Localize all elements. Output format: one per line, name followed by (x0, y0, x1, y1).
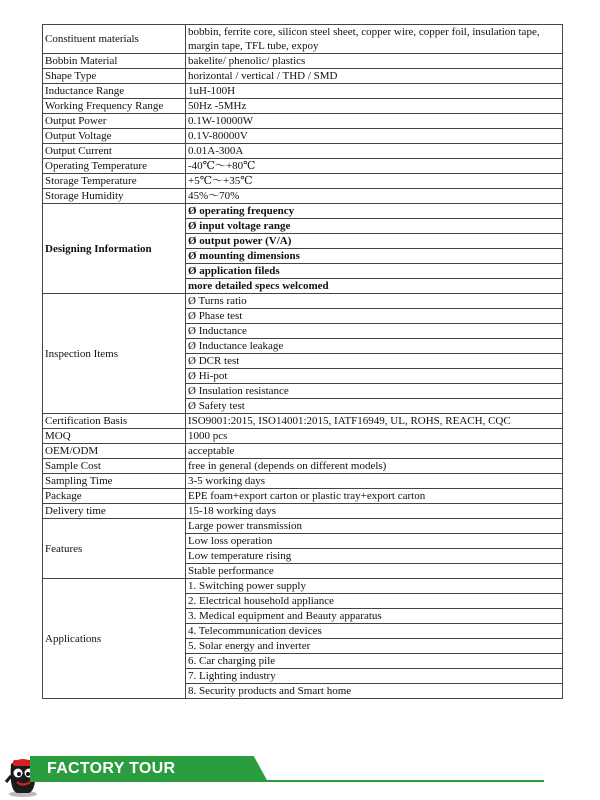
row-value: 1000 pcs (186, 429, 563, 444)
table-row (43, 25, 563, 54)
row-value: Low loss operation (186, 534, 563, 549)
table-row (43, 519, 563, 534)
table-row (43, 114, 563, 129)
row-label: Output Power (43, 114, 186, 129)
row-value: free in general (depends on different models) (186, 459, 563, 474)
row-label: OEM/ODM (43, 444, 186, 459)
row-value: 8. Security products and Smart home (186, 684, 563, 699)
row-label: Output Current (43, 144, 186, 159)
row-value: 3. Medical equipment and Beauty apparatus (186, 609, 563, 624)
table-row (43, 579, 563, 594)
row-value: Ø Insulation resistance (186, 384, 563, 399)
row-value: Ø Turns ratio (186, 294, 563, 309)
table-row (43, 144, 563, 159)
table-row (43, 99, 563, 114)
table-row (43, 414, 563, 429)
row-value: Ø Inductance leakage (186, 339, 563, 354)
row-label: Certification Basis (43, 414, 186, 429)
row-value: Ø Phase test (186, 309, 563, 324)
table-row (43, 174, 563, 189)
row-value: -40℃～+80℃ (186, 159, 563, 174)
row-value: 6. Car charging pile (186, 654, 563, 669)
row-value: 0.01A-300A (186, 144, 563, 159)
row-label: Constituent materials (43, 25, 186, 54)
row-value: Ø Safety test (186, 399, 563, 414)
row-label: Inductance Range (43, 84, 186, 99)
table-row (43, 444, 563, 459)
row-label: Storage Humidity (43, 189, 186, 204)
row-value: EPE foam+export carton or plastic tray+export carton (186, 489, 563, 504)
table-row (43, 159, 563, 174)
row-value: 7. Lighting industry (186, 669, 563, 684)
table-row (43, 69, 563, 84)
table-row (43, 489, 563, 504)
table-row (43, 129, 563, 144)
table-row (43, 204, 563, 219)
row-value: ISO9001:2015, ISO14001:2015, IATF16949, UL, ROHS, REACH, CQC (186, 414, 563, 429)
banner-title: FACTORY TOUR (47, 760, 176, 777)
row-value: 3-5 working days (186, 474, 563, 489)
table-row (43, 429, 563, 444)
row-value: Large power transmission (186, 519, 563, 534)
row-value: Ø DCR test (186, 354, 563, 369)
row-value: bakelite/ phenolic/ plastics (186, 54, 563, 69)
row-value: Ø Hi-pot (186, 369, 563, 384)
row-label: Storage Temperature (43, 174, 186, 189)
row-value: 2. Electrical household appliance (186, 594, 563, 609)
table-row (43, 189, 563, 204)
row-value: 5. Solar energy and inverter (186, 639, 563, 654)
row-value: Ø input voltage range (186, 219, 563, 234)
table-row (43, 474, 563, 489)
row-value: Low temperature rising (186, 549, 563, 564)
row-value: 0.1W-10000W (186, 114, 563, 129)
row-value: Ø application fileds (186, 264, 563, 279)
row-label: Delivery time (43, 504, 186, 519)
row-value: 50Hz -5MHz (186, 99, 563, 114)
row-label: Applications (43, 579, 186, 699)
row-label: Operating Temperature (43, 159, 186, 174)
row-value: horizontal / vertical / THD / SMD (186, 69, 563, 84)
row-value: bobbin, ferrite core, silicon steel sheet, copper wire, copper foil, insulation tape, margin tape, TFL tube, expoy (186, 25, 563, 54)
row-value: 1. Switching power supply (186, 579, 563, 594)
row-label: Inspection Items (43, 294, 186, 414)
factory-tour-banner (0, 744, 600, 800)
row-value: Ø mounting dimensions (186, 249, 563, 264)
row-value: Stable performance (186, 564, 563, 579)
spec-table (42, 24, 563, 699)
row-label: Working Frequency Range (43, 99, 186, 114)
row-label: Bobbin Material (43, 54, 186, 69)
table-row (43, 459, 563, 474)
table-row (43, 84, 563, 99)
table-row (43, 504, 563, 519)
row-value: 45%～70% (186, 189, 563, 204)
table-row (43, 54, 563, 69)
row-label: Shape Type (43, 69, 186, 84)
row-label: Designing Information (43, 204, 186, 294)
row-label: Package (43, 489, 186, 504)
row-value: more detailed specs welcomed (186, 279, 563, 294)
row-label: MOQ (43, 429, 186, 444)
row-value: 0.1V-80000V (186, 129, 563, 144)
row-value: Ø Inductance (186, 324, 563, 339)
row-value: Ø operating frequency (186, 204, 563, 219)
row-label: Output Voltage (43, 129, 186, 144)
row-value: 1uH-100H (186, 84, 563, 99)
row-value: acceptable (186, 444, 563, 459)
spec-table-body (43, 25, 563, 699)
row-label: Sampling Time (43, 474, 186, 489)
row-value: +5℃～+35℃ (186, 174, 563, 189)
row-value: 15-18 working days (186, 504, 563, 519)
table-row (43, 294, 563, 309)
banner-rule (262, 780, 544, 782)
row-label: Features (43, 519, 186, 579)
row-label: Sample Cost (43, 459, 186, 474)
row-value: Ø output power (V/A) (186, 234, 563, 249)
row-value: 4. Telecommunication devices (186, 624, 563, 639)
